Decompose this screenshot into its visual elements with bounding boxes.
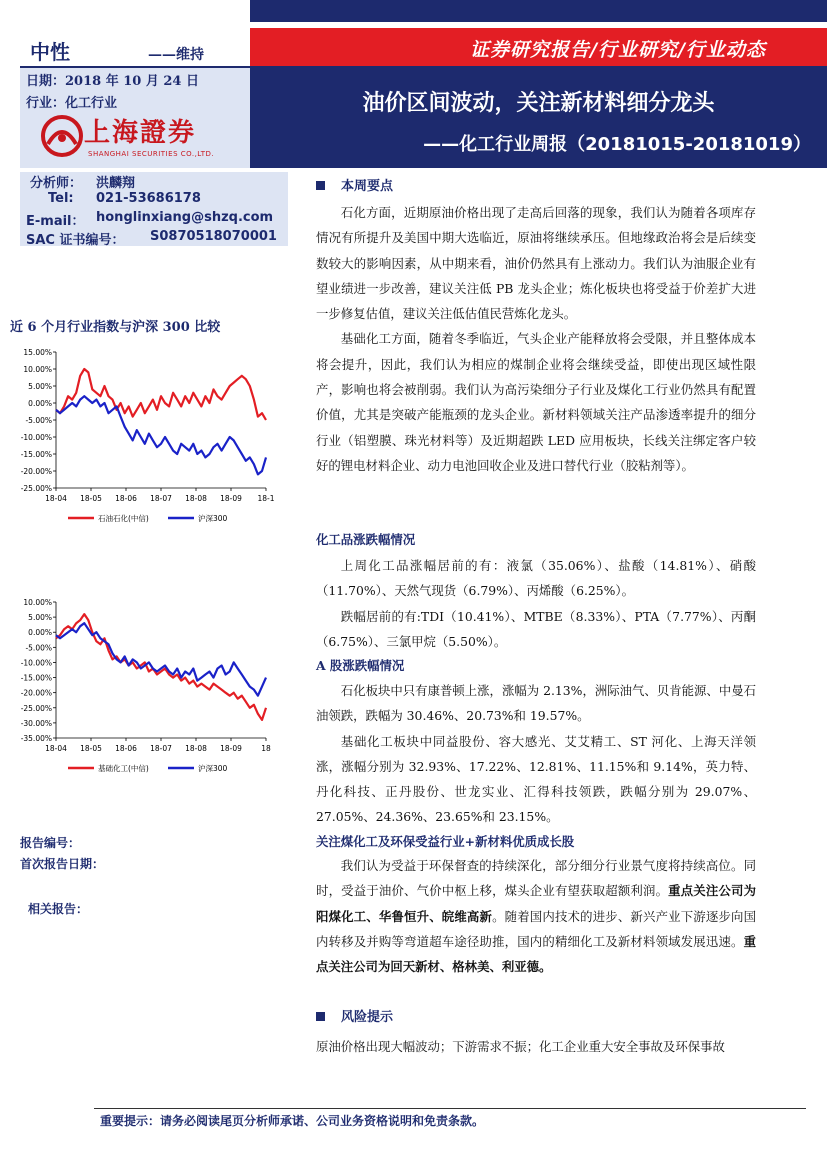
- y-tick-label: 10.00%: [23, 598, 52, 607]
- analyst-box: [20, 172, 288, 246]
- focus-text-1: 我们认为受益于环保督查的持续深化，部分细分行业景气度将持续高位。同时，受益于油价、气价中枢上移，煤头企业有望获取超额利润。: [316, 858, 756, 899]
- report-industry: 行业：化工行业: [26, 96, 118, 111]
- x-tick-label: 18-06: [115, 744, 137, 753]
- y-tick-label: -15.00%: [20, 673, 52, 683]
- analyst-tel: 021-53686178: [96, 191, 201, 206]
- series-line: [56, 369, 266, 420]
- footer-divider: [94, 1108, 806, 1109]
- key-points-body: [316, 200, 756, 478]
- y-tick-label: 0.00%: [28, 628, 52, 638]
- rating-value: 中性: [30, 40, 70, 64]
- analyst-name: 洪麟翔: [96, 176, 136, 191]
- y-tick-label: -25.00%: [20, 703, 52, 713]
- y-tick-label: -15.00%: [20, 450, 52, 459]
- first-report-date-label: 首次报告日期：: [20, 857, 105, 871]
- related-reports-label: 相关报告：: [28, 902, 89, 916]
- report-subtitle: ——化工行业周报（20181015-20181019）: [423, 134, 811, 155]
- y-tick-label: -20.00%: [20, 688, 52, 698]
- y-tick-label: -25.00%: [20, 484, 52, 493]
- report-category: 证券研究报告/行业研究/行业动态: [470, 39, 766, 61]
- analyst-sac: S0870518070001: [150, 229, 277, 244]
- header-category-bar: [250, 28, 827, 66]
- header-top-bar: [250, 0, 827, 22]
- x-tick-label: 18-08: [185, 744, 207, 753]
- series-line: [56, 396, 266, 474]
- square-bullet-icon: [316, 181, 325, 190]
- legend-label: 沪深300: [198, 764, 228, 773]
- y-tick-label: -30.00%: [20, 718, 52, 728]
- y-tick-label: 15.00%: [23, 348, 52, 357]
- x-tick-label: 18: [261, 744, 271, 753]
- paragraph-basic-chem-stocks: 基础化工板块中同益股份、容大感光、艾艾精工、ST 河化、上海天洋领涨，涨幅分别为 32.93%、17.22%、12.81%、11.15%和 9.14%，英力特、丹化科技、正丹股份、世龙实业、汇得科技领跌，跌幅分别为 29.07%、27.05%、24.36%、23.65%和 23.15%。: [316, 733, 756, 825]
- subsection-chem-prices: 化工品涨跌幅情况: [316, 532, 416, 547]
- analyst-email: honglinxiang@shzq.com: [96, 210, 274, 225]
- rating-change: ——维持: [148, 47, 204, 63]
- x-tick-label: 18-07: [150, 494, 172, 503]
- chem-prices-body: [316, 553, 756, 654]
- header-title-block: [250, 66, 827, 168]
- section-risk: [316, 1006, 393, 1025]
- legend-label: 基础化工(中信): [98, 764, 149, 773]
- subsection-a-shares: A 股涨跌幅情况: [316, 658, 405, 673]
- risk-body: [316, 1034, 756, 1059]
- y-tick-label: 5.00%: [28, 382, 52, 391]
- paragraph-petrochem-stocks: 石化板块中只有康普顿上涨，涨幅为 2.13%，洲际油气、贝肯能源、中曼石油领跌，跌幅为 30.46%、20.73%和 19.57%。: [316, 683, 756, 724]
- a-shares-body: [316, 678, 756, 830]
- y-tick-label: 5.00%: [28, 613, 52, 623]
- x-tick-label: 18-06: [115, 494, 137, 503]
- x-tick-label: 18-05: [80, 494, 102, 503]
- paragraph-gainers: 上周化工品涨幅居前的有：液氯（35.06%）、盐酸（14.81%）、硝酸（11.70%）、天然气现货（6.79%）、丙烯酸（6.25%）。: [316, 558, 756, 599]
- report-date: 日期：2018 年 10 月 24 日: [26, 74, 199, 89]
- x-tick-label: 18-05: [80, 744, 102, 753]
- section-title: 风险提示: [341, 1010, 394, 1025]
- company-logo-en: SHANGHAI SECURITIES CO.,LTD.: [88, 150, 215, 158]
- paragraph-basic-chem: 基础化工方面，随着冬季临近，气头企业产能释放将会受限，并且整体成本将会提升，因此，我们认为相应的煤制企业将会继续受益，即使出现区域性限产，影响也将会被削弱。我们认为高污染细分子行业及煤化工行业仍然具有配置价值，尤其是突破产能瓶颈的龙头企业。新材料领域关注产品渗透率提升的细分行业（铝塑膜、珠光材料等）及近期超跌 LED 应用板块，长线关注绑定客户较好的锂电材料企业、动力电池回收企业及进口替代行业（胶粘剂等）。: [316, 331, 756, 473]
- x-tick-label: 18-04: [45, 494, 67, 503]
- chart-petrochem-vs-hs300: [0, 340, 290, 540]
- square-bullet-icon: [316, 1012, 325, 1021]
- x-tick-label: 18-04: [45, 744, 67, 753]
- chart-basic-chem-vs-hs300: [0, 590, 290, 790]
- focus-bold-2: 重点关注公司为回天新材、格林美、利亚德。: [316, 933, 756, 975]
- paragraph-losers: 跌幅居前的有:TDI（10.41%）、MTBE（8.33%）、PTA（7.77%）、丙酮（6.75%）、三氯甲烷（5.50%）。: [316, 608, 756, 649]
- company-logo-text: 上海證券: [84, 118, 197, 148]
- report-number-label: 报告编号：: [20, 836, 81, 850]
- focus-text-2: 。随着国内技术的进步、新兴产业下游逐步向国内转移及并购等弯道超车途径助推，国内的精细化工及新材料领域发展迅速。: [316, 908, 757, 949]
- legend-label: 石油石化(中信): [98, 514, 149, 523]
- focus-bold-1: 重点关注公司为阳煤化工、华鲁恒升、皖维高新: [316, 883, 757, 924]
- section-key-points: [316, 175, 393, 194]
- company-logo-icon: [40, 114, 84, 158]
- y-tick-label: -10.00%: [20, 658, 52, 668]
- x-tick-label: 18-08: [185, 494, 207, 503]
- y-tick-label: -35.00%: [20, 734, 52, 743]
- y-tick-label: -5.00%: [25, 416, 52, 425]
- paragraph-petrochem: 石化方面，近期原油价格出现了走高后回落的现象，我们认为随着各项库存情况有所提升及美国中期大选临近，原油将继续承压。但地缘政治将会是后续变数较大的影响因素，从中期来看，油价仍然具有上涨动力。我们认为油服企业有望业绩进一步改善，建议关注低 PB 龙头企业；炼化板块也将受益于价差扩大进一步修复估值，建议关注低估值民营炼化龙头。: [316, 205, 756, 322]
- tel-label: Tel:: [48, 191, 74, 206]
- focus-body: [316, 853, 756, 979]
- y-tick-label: 10.00%: [23, 365, 52, 374]
- series-line: [56, 623, 266, 696]
- x-tick-label: 18-1: [257, 494, 275, 503]
- y-tick-label: -5.00%: [25, 643, 52, 653]
- y-tick-label: -10.00%: [20, 433, 52, 442]
- x-tick-label: 18-07: [150, 744, 172, 753]
- analyst-label: 分析师：: [30, 176, 83, 191]
- paragraph-risk: 原油价格出现大幅波动；下游需求不振；化工企业重大安全事故及环保事故: [316, 1039, 725, 1054]
- legend-label: 沪深300: [198, 514, 228, 523]
- report-title: 油价区间波动，关注新材料细分龙头: [362, 91, 715, 116]
- sac-label: SAC 证书编号：: [26, 233, 125, 248]
- charts-title: 近 6 个月行业指数与沪深 300 比较: [10, 320, 221, 335]
- section-title: 本周要点: [341, 179, 394, 194]
- x-tick-label: 18-09: [220, 744, 242, 753]
- footer-notice: 重要提示：请务必阅读尾页分析师承诺、公司业务资格说明和免责条款。: [100, 1114, 485, 1128]
- paragraph-focus: [316, 853, 756, 979]
- y-tick-label: 0.00%: [28, 399, 52, 408]
- y-tick-label: -20.00%: [20, 467, 52, 476]
- subsection-focus: 关注煤化工及环保受益行业+新材料优质成长股: [316, 834, 575, 849]
- x-tick-label: 18-09: [220, 494, 242, 503]
- email-label: E-mail：: [26, 214, 85, 229]
